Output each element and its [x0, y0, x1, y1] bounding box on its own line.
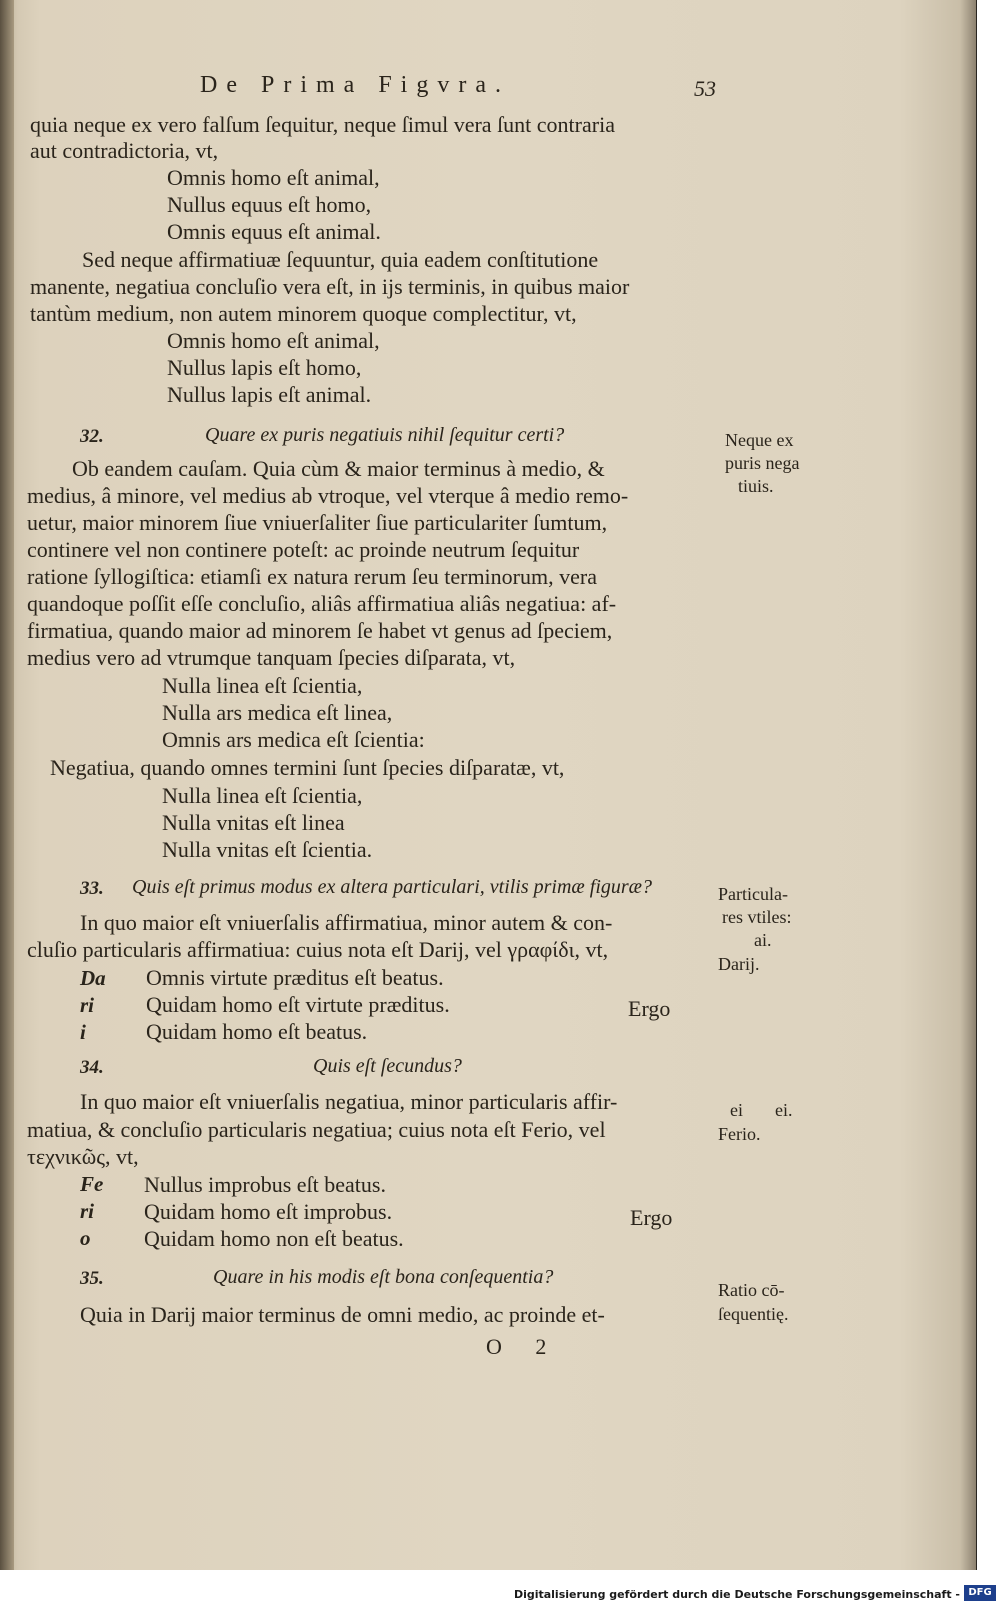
question-number: 32. [80, 426, 104, 447]
syllogism-line: Omnis homo eſt animal, [167, 165, 380, 190]
question-heading: Quare in his modis eſt bona conſequentia? [213, 1266, 554, 1288]
question-heading: Quare ex puris negatiuis nihil ſequitur certi? [205, 424, 565, 446]
text-line: matiua, & concluſio particularis negatiua; cuius nota eſt Ferio, vel [27, 1117, 606, 1142]
margin-note: Ratio cō- [718, 1280, 785, 1300]
syllogism-line: Nullus equus eſt homo, [167, 192, 372, 217]
syllogism-line: Nulla vnitas eſt ſcientia. [162, 837, 373, 862]
syllogism-line: Nullus lapis eſt homo, [167, 355, 362, 380]
mood-syllable: Fe [80, 1172, 104, 1196]
text-line: quia neque ex vero falſum ſequitur, neque ſimul vera ſunt contraria [30, 112, 615, 137]
text-line: continere vel non continere poteſt: ac proinde neutrum ſequitur [27, 537, 580, 562]
question-number: 34. [80, 1057, 104, 1078]
text-line: aut contradictoria, vt, [30, 138, 219, 163]
margin-note: ei. [775, 1100, 793, 1120]
mood-syllable: o [80, 1226, 91, 1250]
syllogism-line: Quidam homo eſt improbus. [144, 1199, 393, 1224]
folio-number: 53 [694, 76, 716, 101]
margin-note: Ferio. [718, 1124, 761, 1144]
text-line: quandoque poſſit eſſe concluſio, aliâs affirmatiua aliâs negatiua: af- [27, 591, 617, 616]
text-line: manente, negatiua concluſio vera eſt, in ijs terminis, in quibus maior [30, 274, 630, 299]
mood-syllable: ri [80, 1199, 95, 1223]
syllogism-line: Omnis equus eſt animal. [167, 219, 381, 244]
text-line: Sed neque affirmatiuæ ſequuntur, quia eadem conſtitutione [82, 247, 599, 272]
syllogism-line: Nullus improbus eſt beatus. [144, 1172, 386, 1197]
ergo-label: Ergo [630, 1205, 673, 1230]
margin-note: Darij. [718, 954, 760, 974]
syllogism-line: Omnis homo eſt animal, [167, 328, 380, 353]
syllogism-line: Omnis virtute præditus eſt beatus. [146, 965, 444, 990]
margin-note: ai. [754, 930, 772, 950]
dfg-logo-icon: DFG [964, 1585, 996, 1601]
syllogism-line: Quidam homo eſt virtute præditus. [146, 992, 450, 1017]
question-number: 35. [80, 1268, 104, 1289]
syllogism-line: Nulla ars medica eſt linea, [162, 700, 393, 725]
margin-note: ſequentię. [718, 1304, 789, 1324]
mood-syllable: Da [80, 966, 106, 990]
syllogism-line: Quidam homo non eſt beatus. [144, 1226, 404, 1251]
running-title: De Prima Figvra. [200, 72, 510, 98]
margin-note: Particula- [718, 884, 788, 904]
syllogism-line: Nulla linea eſt ſcientia, [162, 783, 363, 808]
text-line: Negatiua, quando omnes termini ſunt ſpecies diſparatæ, vt, [50, 755, 565, 780]
mood-syllable: ri [80, 993, 95, 1017]
margin-note: ei [730, 1100, 743, 1120]
margin-note: tiuis. [738, 476, 774, 496]
text-line: In quo maior eſt vniuerſalis negatiua, minor particularis affir- [80, 1089, 618, 1114]
mood-syllable: i [80, 1020, 86, 1044]
syllogism-line: Omnis ars medica eſt ſcientia: [162, 727, 425, 752]
question-heading: Quis eſt primus modus ex altera particulari, vtilis primæ figuræ? [132, 876, 653, 898]
syllogism-line: Quidam homo eſt beatus. [146, 1019, 368, 1044]
funding-credit: Digitalisierung gefördert durch die Deutsche Forschungsgemeinschaft - [513, 1588, 960, 1601]
text-line: In quo maior eſt vniuerſalis affirmatiua, minor autem & con- [80, 910, 613, 935]
question-heading: Quis eſt ſecundus? [313, 1055, 462, 1077]
text-line: τεχνικῶς, vt, [27, 1144, 139, 1169]
question-number: 33. [80, 878, 104, 899]
text-line: ratione ſyllogiſtica: etiamſi ex natura rerum ſeu terminorum, vera [27, 564, 597, 589]
text-line: tantùm medium, non autem minorem quoque complectitur, vt, [30, 301, 577, 326]
margin-note: puris nega [725, 453, 800, 473]
syllogism-line: Nullus lapis eſt animal. [167, 382, 372, 407]
text-line: uetur, maior minorem ſiue vniuerſaliter ſiue particulariter ſumtum, [27, 510, 608, 535]
text-line: cluſio particularis affirmatiua: cuius nota eſt Darij, vel γραφίδι, vt, [27, 937, 609, 962]
signature-mark: O 2 [486, 1334, 561, 1359]
syllogism-line: Nulla vnitas eſt linea [162, 810, 345, 835]
text-line: medius, â minore, vel medius ab vtroque, vel vterque â medio remo- [27, 483, 629, 508]
page-gutter [0, 0, 14, 1570]
ergo-label: Ergo [628, 996, 671, 1021]
margin-note: Neque ex [725, 430, 794, 450]
margin-note: res vtiles: [722, 907, 792, 927]
text-line: medius vero ad vtrumque tanquam ſpecies diſparata, vt, [27, 645, 516, 670]
text-line: Quia in Darij maior terminus de omni medio, ac proinde et- [80, 1302, 605, 1327]
syllogism-line: Nulla linea eſt ſcientia, [162, 673, 363, 698]
text-line: firmatiua, quando maior ad minorem ſe habet vt genus ad ſpeciem, [27, 618, 613, 643]
text-line: Ob eandem cauſam. Quia cùm & maior terminus à medio, & [72, 456, 605, 481]
